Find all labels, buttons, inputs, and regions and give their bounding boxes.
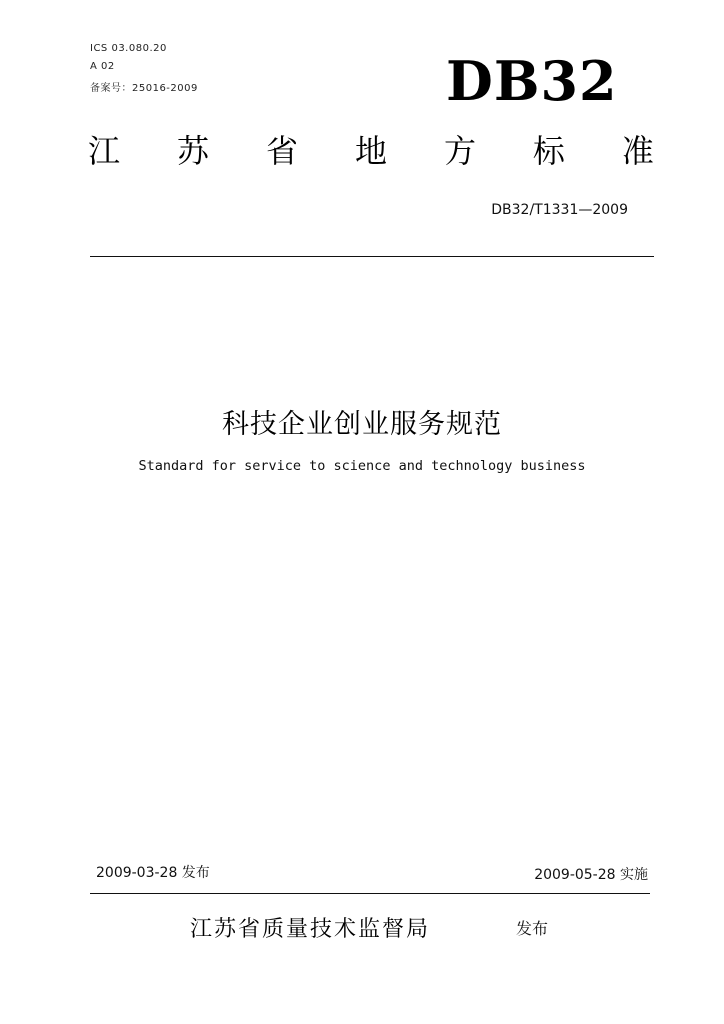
standard-type-char: 地	[354, 132, 387, 170]
standard-type-char: 江	[88, 132, 121, 170]
standard-type-char: 准	[621, 132, 654, 170]
publisher-name: 江苏省质量技术监督局	[190, 917, 431, 942]
ics-code: ICS 03.080.20	[90, 43, 167, 54]
implementation-date: 2009-05-28 实施	[534, 867, 648, 883]
record-number: 备案号：25016-2009	[90, 83, 198, 94]
document-title-zh: 科技企业创业服务规范	[222, 409, 502, 440]
standard-type-char: 方	[443, 132, 476, 170]
classification-code: A 02	[90, 61, 115, 72]
standard-number: DB32/T1331—2009	[491, 202, 628, 218]
standard-code-logo: DB32	[446, 49, 618, 113]
publisher-suffix: 发布	[516, 919, 549, 938]
issue-date: 2009-03-28 发布	[96, 865, 210, 881]
standard-type-char: 苏	[176, 132, 209, 170]
standard-type-heading	[88, 132, 654, 170]
standard-type-char: 标	[532, 132, 565, 170]
bottom-divider	[90, 893, 650, 894]
standard-type-char: 省	[265, 132, 298, 170]
top-divider	[90, 256, 654, 257]
document-title-en: Standard for service to science and technology business	[138, 458, 586, 474]
